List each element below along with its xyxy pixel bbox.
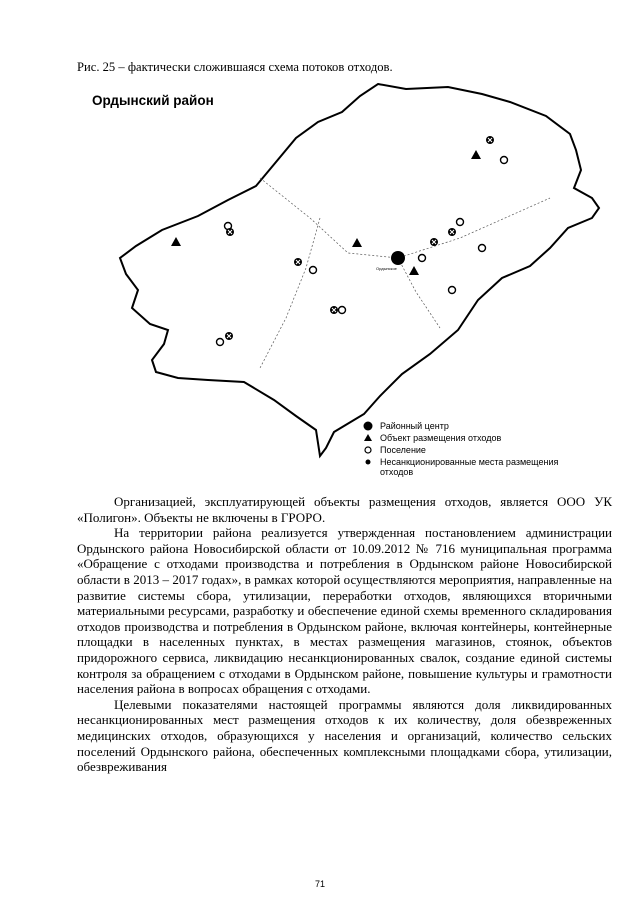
legend-label-waste-facility: Объект размещения отходов [380,433,502,443]
legend-district-center-icon [364,422,373,431]
legend-unauthorized-dump-icon [366,460,371,465]
legend-label-district-center: Районный центр [380,421,449,431]
map-legend [364,421,561,477]
district-boundary [120,84,599,456]
internal-lines [260,178,550,368]
body-text [77,494,612,775]
waste-facility-markers [171,150,481,275]
legend-settlement-icon [365,447,371,453]
page-number: 71 [314,879,325,889]
figure-caption: Рис. 25 – фактически сложившаяся схема потоков отходов. [77,60,393,74]
paragraph-2: На территории района реализуется утвержденная постановлением администрации Ордынского района Новосибирской области от 10.09.2012 № 716 муниципальная программа «Обращение с отходами производства и потребления в Ордынском районе Новосибирской области в 2013 – 2017 годах», в рамках которой осуществляются мероприятия, направленные на развитие системы сбора, утилизации, переработки отходов, являющихся вторичными материальными ресурсами, разработку и обеспечение единой схемы временного складирования отходов производства и потребления в Ордынском районе, включая контейнеры, контейнерные площадки в населенных пунктах, в местах размещения магазинов, стоянок, объектов придорожного сервиса, ликвидацию несанкционированных свалок, создание единой системы контроля за обращением с отходами в Ордынском районе, повышение культуры и грамотности населения района в вопросах обращения с отходами. [77,525,612,697]
district-map [80,78,620,498]
paragraph-3: Целевыми показателями настоящей программы являются доля ликвидированных несанкционированных мест размещения отходов к их количеству, доля обезвреженных медицинских отходов, образующихся у населения и организаций, количество сельских поселений Ордынского района, обеспеченных комплексными площадками сбора, утилизации, обезвреживания [77,696,612,775]
legend-waste-facility-icon [364,434,372,441]
settlement-markers [217,157,508,346]
legend-label-unauthorized-dump-line-2: отходов [380,467,414,477]
legend-label-settlement: Поселение [380,445,426,455]
map-title: Ордынский район [92,93,214,108]
paragraph-1: Организацией, эксплуатирующей объекты размещения отходов, является ООО УК «Полигон». Объекты не включены в ГРОРО. [77,494,612,525]
unauthorized-dump-markers [225,136,494,340]
legend-label-unauthorized-dump [380,457,561,477]
district-center-marker [391,251,405,265]
district-center-label: Ордынское [376,266,397,271]
legend-label-unauthorized-dump-line: Несанкционированные места размещения [380,457,559,467]
